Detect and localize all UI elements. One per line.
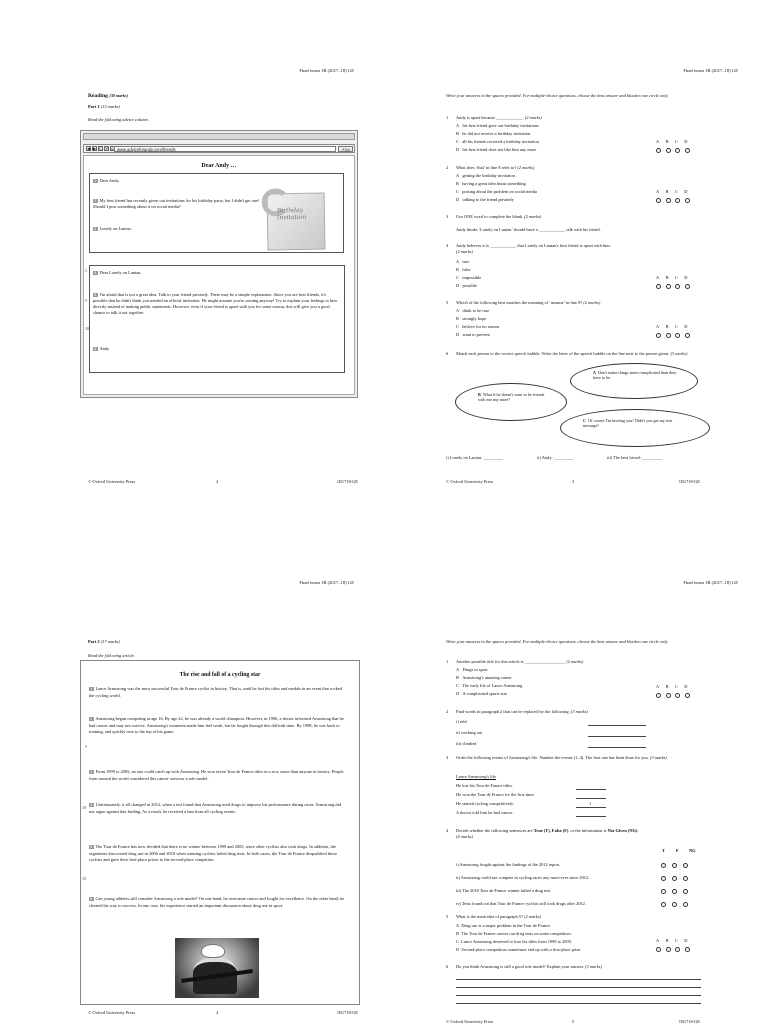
go-button[interactable]: ↗Go xyxy=(338,146,353,152)
answer-line[interactable] xyxy=(588,725,646,726)
answer-circle[interactable] xyxy=(656,284,661,289)
option-d: D A complicated sports star xyxy=(456,691,507,696)
question-5-number: 5 xyxy=(446,300,449,305)
question-6-number: 6 xyxy=(446,964,449,969)
go-arrow-icon: ↗ xyxy=(341,147,345,152)
answer-circle[interactable] xyxy=(685,198,690,203)
letter1-sign: 3 Lonely on Lantau xyxy=(94,226,131,231)
answer-circles-q5[interactable] xyxy=(656,333,690,338)
event-item: A doctor told him he had cancer. xyxy=(456,810,514,815)
question-3-sentence[interactable]: Andy thinks ‘Lonely on Lantau’ should have a ____________ talk with his friend. xyxy=(456,227,601,232)
close-icon[interactable]: ✕ xyxy=(105,146,109,151)
option-d: D talking to the friend privately xyxy=(456,197,514,202)
word-item: i) told xyxy=(456,719,467,724)
answer-circles-q1[interactable] xyxy=(656,693,690,698)
paragraph-4: 4 Unfortunately, it all changed in 2012, when a test found that Armstrong used drugs to improve his performance during races. Armstrong did not argue against this finding. As a result, he received a ban from all cycling events. xyxy=(89,802,342,814)
part-heading: Part 2 (17 marks) xyxy=(88,639,120,644)
letter2-body: 5 I'm afraid that is not a great idea. Talk to your friend privately. There may be a simple explanation. Since you are best friends, it's possible that he didn't think you needed an official invitation. He might assume you're coming anyway! Try to explain your feelings to him directly instead of making public statements. However, even if your friend is upset with you for some reason, this will give you a good chance to talk it out together. xyxy=(93,292,337,315)
page-5: Final exam 1B (2017–18) GE Write your answers in the spaces provided. For multiple-choice questions, choose the best answer and blacken one circle only. 1 Another possible title for this article is __________________. (2 marks) A Drugs in sport B Armstrong's amazing career C The early life of Lance Armstrong D A complicated sports star ABCD 2 Find words in paragraph 2 that can be replaced by the following: (3 marks) i) told ii) working out iii) climbed 3 Order the following events of Armstrong's life. Number the events (1–4). The first one has been done for you. (3 marks) Lance Armstrong's life He lost his Tour de France titles. He won the Tour de France for the first time. He started cycling competitively. 1 A doctor told him he had cancer. 4 Decide whether the following sentences are True (T), False (F), or the information is Not Given (NG): (4 marks) T F NG i) Armstrong fought against the findings of the 2012 report. ii) Armstrong could not compete in cycling races any more ever since 2012. iii) The 2010 Tour de France winner failed a drug test. iv) Tests found out that Tour de France cyclists still took drugs after 2012. 5 What is the main idea of paragraph 5? (2 marks) A Drug use is a major problem in the Tour de France. B The Tour de France carries out drug tests on some competitors. C Lance Armstrong deserved to lose his titles from 1999 to 2005. D Second-place competitors sometimes end up with a first-place prize. ABCD 6 Do you think Armstrong is still a good role model? Explain your answer. (3 marks) © Oxford University Press 5 1B1718-GE xyxy=(384,512,768,1024)
page-3: Final exam 1B (2017–18) GE Write your answers in the spaces provided. For multiple-choice questions, choose the best answer and blacken one circle only. 1 Andy is upset because ____________. (2 marks) A his best friend gave out birthday invitations B he did not receive a birthday invitation C all his friends received a birthday invitation D his best friend does not like him any more ABCD 2 What does ‘that’ in line 8 refer to? (2 marks) A getting the birthday invitation B having a great idea about something C posting about the problem on social media D talking to the friend privately ABCD 3 Use ONE word to complete the blank. (2 marks) Andy thinks ‘Lonely on Lantau’ should have a ____________ talk with his friend. 4 Andy believes it is ____________ that Lonely on Lantau's best friend is upset with him. (2 marks) A true B false C impossible D possible ABCD 5 Which of the following best matches the meaning of ‘assume’ in line 8? (2 marks) A think to be true B strongly hope C believe for no reason D want to prevent ABCD 6 Match each person to the correct speech bubble. Write the letter of the speech bubble on the line next to the person given. (3 marks) A Don't make things more complicated than they have to be. B What if he doesn't want to be friends with me any more? C Of course I'm inviting you! Didn't you get my text message? i) Lonely on Lantau: _________ ii) Andy: _________ iii) The best friend: _________ © Oxford University Press 3 1B1718-GE xyxy=(384,0,768,512)
question-4-text: Andy believes it is ____________ that Lonely on Lantau's best friend is upset with him. (2 marks) xyxy=(456,243,611,254)
question-3-number: 3 xyxy=(446,214,449,219)
page-2: Final exam 1B (2017–18) GE Reading (30 marks) Part 1 (13 marks) Read the following advice column. ◀ ▶ C ✕ ⌂ www.adviceforandy.com/friends ↗Go Dear Andy … 1 Dear Andy, 2 My best friend has recently given out invitations for his birthday party, but I didn't get one! Should I post something about it on social media? 3 Lonely on Lantau Birthday Invitation 4 Dear Lonely on Lantau, 5 I'm afraid that is not a great idea. Talk to your friend privately. There may be a simple explanation. Since you are best friends, it's possible that he didn't think you needed an official invitation. He might assume you're coming anyway! Try to explain your feelings to him directly instead of making public statements. However, even if your friend is upset with you for some reason, this will give you a good chance to talk it out together. 6 Andy 1 5 10 © Oxford University Press 2 1B1718-GE xyxy=(0,0,384,512)
question-5-number: 5 xyxy=(446,914,449,919)
answer-circle[interactable] xyxy=(675,333,680,338)
option-b: B The Tour de France carries out drug tests on some competitors. xyxy=(456,931,572,936)
question-1-text: Andy is upset because ____________. (2 marks) xyxy=(456,115,542,120)
event-item: He started cycling competitively. xyxy=(456,801,514,806)
event-item: He lost his Tour de France titles. xyxy=(456,783,514,788)
answer-blank-lonely[interactable]: i) Lonely on Lantau: _________ xyxy=(446,455,504,460)
answer-circle[interactable] xyxy=(656,148,661,153)
statement-item: iii) The 2010 Tour de France winner failed a drug test. xyxy=(456,888,552,893)
prefilled-answer: 1 xyxy=(589,801,592,806)
event-item: He won the Tour de France for the first time. xyxy=(456,792,535,797)
question-6-text: Do you think Armstrong is still a good role model? Explain your answer. (3 marks) xyxy=(456,964,602,969)
option-c: C all his friends received a birthday invitation xyxy=(456,139,539,144)
option-a: A true xyxy=(456,259,470,264)
answer-circle[interactable] xyxy=(666,693,671,698)
option-b: B strongly hope xyxy=(456,316,487,321)
word-item: iii) climbed xyxy=(456,741,477,746)
answer-line[interactable] xyxy=(576,789,606,790)
question-1-number: 1 xyxy=(446,659,449,664)
abcd-labels: ABCD xyxy=(656,684,694,689)
question-2-number: 2 xyxy=(446,165,449,170)
line-number: 10 xyxy=(85,326,89,331)
paragraph-1: 1 Lance Armstrong was the most successful Tour de France cyclist in history. That is, until he lost his titles and medals in an event that rocked the cycling world. xyxy=(89,686,342,698)
address-bar[interactable]: www.adviceforandy.com/friends xyxy=(114,146,336,152)
option-c: C Lance Armstrong deserved to lose his titles from 1999 to 2005. xyxy=(456,939,572,944)
answer-circles-q2[interactable] xyxy=(656,198,690,203)
option-b: B Armstrong's amazing career xyxy=(456,675,512,680)
answer-line[interactable] xyxy=(576,807,606,808)
answer-circle[interactable] xyxy=(685,693,690,698)
answer-circle[interactable] xyxy=(666,198,671,203)
line-number: 15 xyxy=(82,876,86,881)
option-d: D his best friend does not like him any more xyxy=(456,147,537,152)
option-d: D Second-place competitors sometimes end up with a first-place prize. xyxy=(456,947,582,952)
question-1-text: Another possible title for this article is __________________. (2 marks) xyxy=(456,659,584,664)
tfng-circles[interactable] xyxy=(661,876,688,881)
question-4-text: Decide whether the following sentences are True (T), False (F), or the information is Not Given (NG): (4 marks) xyxy=(456,828,639,839)
page-header: Final exam 1B (2017–18) GE xyxy=(299,68,354,73)
option-c: C posting about the problem on social media xyxy=(456,189,537,194)
answer-blank-andy[interactable]: ii) Andy: _________ xyxy=(537,455,574,460)
col-f: F xyxy=(676,848,679,853)
answer-circle[interactable] xyxy=(666,947,671,952)
answer-circle[interactable] xyxy=(685,333,690,338)
option-a: A think to be true xyxy=(456,308,490,313)
article-box xyxy=(80,660,360,1005)
answer-line[interactable] xyxy=(456,995,701,996)
option-b: B false xyxy=(456,267,471,272)
birthday-card-image xyxy=(267,192,326,250)
question-2-text: Find words in paragraph 2 that can be replaced by the following: (3 marks) xyxy=(456,709,588,714)
line-number: 5 xyxy=(85,744,87,749)
letter2-sign: 6 Andy xyxy=(94,346,110,351)
browser-nav-bar xyxy=(83,144,355,153)
statement-item: iv) Tests found out that Tour de France cyclists still took drugs after 2012. xyxy=(456,901,586,906)
answer-circle[interactable] xyxy=(675,947,680,952)
option-b: B having a great idea about something xyxy=(456,181,526,186)
question-6-text: Match each person to the correct speech bubble. Write the letter of the speech bubble on the line next to the person given. (3 marks) xyxy=(456,351,688,356)
card-text: Birthday Invitation xyxy=(276,206,307,222)
answer-line[interactable] xyxy=(456,979,701,980)
answer-line[interactable] xyxy=(456,987,701,988)
option-d: D want to prevent xyxy=(456,332,490,337)
letter-box-2 xyxy=(89,265,345,373)
question-4-number: 4 xyxy=(446,828,449,833)
question-2-text: What does ‘that’ in line 8 refer to? (2 marks) xyxy=(456,165,535,170)
option-b: B he did not receive a birthday invitation xyxy=(456,131,531,136)
speech-bubble-a: A Don't make things more complicated than they have to be. xyxy=(570,363,698,399)
question-3-text: Use ONE word to complete the blank. (2 marks) xyxy=(456,214,542,219)
speech-bubble-c: C Of course I'm inviting you! Didn't you get my text message? xyxy=(560,409,710,447)
home-icon[interactable]: ⌂ xyxy=(111,146,114,151)
answer-line[interactable] xyxy=(456,1003,701,1004)
answer-line[interactable] xyxy=(576,816,606,817)
line-number: 1 xyxy=(85,268,87,273)
answer-circle[interactable] xyxy=(685,284,690,289)
line-number: 10 xyxy=(82,805,86,810)
paragraph-6: 6 Can young athletes still consider Armstrong a role model? On one hand, he overcame cancer and fought for excellence. On the other hand, he cheated his way to success. In any case, his experience started an important discussion about drug use in sport. xyxy=(89,896,345,908)
answer-circle[interactable] xyxy=(685,947,690,952)
answer-circle[interactable] xyxy=(675,148,680,153)
part-instruction: Read the following advice column. xyxy=(88,117,149,122)
refresh-icon[interactable]: C xyxy=(99,146,102,151)
tfng-circles[interactable] xyxy=(661,902,688,907)
back-icon[interactable]: ◀ xyxy=(87,146,91,151)
letter2-greeting: 4 Dear Lonely on Lantau, xyxy=(94,270,142,275)
line-number: 5 xyxy=(85,298,87,303)
answer-circle[interactable] xyxy=(656,693,661,698)
option-a: A Drugs in sport xyxy=(456,667,488,672)
answer-circles-q4[interactable] xyxy=(656,284,690,289)
article-title: The rise and fall of a cycling star xyxy=(179,672,261,678)
letter1-body: 2 My best friend has recently given out invitations for his birthday party, but I didn't get one! Should I post something about it on social media? xyxy=(93,198,260,209)
part-heading: Part 1 (13 marks) xyxy=(88,104,120,109)
answer-line[interactable] xyxy=(576,798,606,799)
answer-circle[interactable] xyxy=(666,284,671,289)
word-item: ii) working out xyxy=(456,730,483,735)
answer-circle[interactable] xyxy=(666,333,671,338)
option-a: A his best friend gave out birthday invitations xyxy=(456,123,539,128)
question-2-number: 2 xyxy=(446,709,449,714)
answer-line[interactable] xyxy=(588,736,646,737)
option-c: C believe for no reason xyxy=(456,324,500,329)
abcd-labels: ABCD xyxy=(656,275,694,280)
part-instruction: Read the following article. xyxy=(88,653,135,658)
question-4-number: 4 xyxy=(446,243,449,248)
option-c: C The early life of Lance Armstrong xyxy=(456,683,523,688)
answer-blank-best-friend[interactable]: iii) The best friend: _________ xyxy=(607,455,662,460)
option-d: D possible xyxy=(456,283,477,288)
abcd-labels: ABCD xyxy=(656,938,694,943)
answer-instruction: Write your answers in the spaces provided. For multiple-choice questions, choose the best answer and blacken one circle only. xyxy=(446,93,669,98)
answer-circle[interactable] xyxy=(675,693,680,698)
page-header: Final exam 1B (2017–18) GE xyxy=(683,580,738,585)
paragraph-3: 3 From 1999 to 2005, no one could catch up with Armstrong. He won seven Tour de France titles in a row, more than anyone in history. People from around the world considered this cancer survivor a role model. xyxy=(89,769,344,781)
question-3-number: 3 xyxy=(446,755,449,760)
option-a: A getting the birthday invitation xyxy=(456,173,515,178)
answer-circle[interactable] xyxy=(656,198,661,203)
column-title: Dear Andy … xyxy=(201,163,237,169)
option-a: A Drug use is a major problem in the Tour de France. xyxy=(456,923,552,928)
question-5-text: Which of the following best matches the meaning of ‘assume’ in line 8? (2 marks) xyxy=(456,300,601,305)
speech-bubble-b: B What if he doesn't want to be friends with me any more? xyxy=(455,383,567,421)
abcd-labels: ABCD xyxy=(656,139,694,144)
abcd-labels: ABCD xyxy=(656,324,694,329)
section-heading: Reading (30 marks) xyxy=(88,93,129,99)
tfng-circles[interactable] xyxy=(661,889,688,894)
answer-circle[interactable] xyxy=(656,333,661,338)
answer-circles-q5[interactable] xyxy=(656,947,690,952)
question-5-text: What is the main idea of paragraph 5? (2 marks) xyxy=(456,914,541,919)
question-1-number: 1 xyxy=(446,115,449,120)
page-header: Final exam 1B (2017–18) GE xyxy=(683,68,738,73)
answer-circle[interactable] xyxy=(685,148,690,153)
cyclist-photo xyxy=(175,938,259,998)
answer-line[interactable] xyxy=(588,747,646,748)
question-6-number: 6 xyxy=(446,351,449,356)
answer-circle[interactable] xyxy=(656,947,661,952)
answer-circle[interactable] xyxy=(666,148,671,153)
page-header: Final exam 1B (2017–18) GE xyxy=(299,580,354,585)
paragraph-2: 2 Armstrong began competing at age 16. By age 22, he was already a world champion. However, in 1996, a doctor informed Armstrong that he had cancer and may not survive. Armstrong's treatment made him feel weak, but he fought through this difficult time. By 1998, he was back to training, and quickly rose to the top of his game. xyxy=(89,716,344,735)
paragraph-5: 5 The Tour de France has now decided that there is no winner between 1999 and 2005, since other cyclists also took drugs. In addition, the organizers discovered drug use in 2006 and 2010 when winning cyclists failed drug tests. In both cases, the Tour de France disqualified those cyclists and gave their first-place prizes to the second-place competitor. xyxy=(89,844,338,863)
letter1-greeting: 1 Dear Andy, xyxy=(94,178,120,183)
question-3-text: Order the following events of Armstrong's life. Number the events (1–4). The first one has been done for you. (3 marks) xyxy=(456,755,667,760)
statement-item: ii) Armstrong could not compete in cycling races any more ever since 2012. xyxy=(456,875,590,880)
answer-instruction: Write your answers in the spaces provided. For multiple-choice questions, choose the best answer and blacken one circle only. xyxy=(446,639,669,644)
answer-circles-q1[interactable] xyxy=(656,148,690,153)
events-heading: Lance Armstrong's life xyxy=(456,774,497,779)
col-t: T xyxy=(662,848,665,853)
answer-circle[interactable] xyxy=(675,284,680,289)
col-ng: NG xyxy=(689,848,696,853)
option-c: C impossible xyxy=(456,275,482,280)
answer-circle[interactable] xyxy=(675,198,680,203)
forward-icon[interactable]: ▶ xyxy=(93,146,97,151)
browser-title-bar xyxy=(83,133,355,140)
tfng-circles[interactable] xyxy=(661,863,688,868)
abcd-labels: ABCD xyxy=(656,189,694,194)
statement-item: i) Armstrong fought against the findings of the 2012 report. xyxy=(456,862,561,867)
